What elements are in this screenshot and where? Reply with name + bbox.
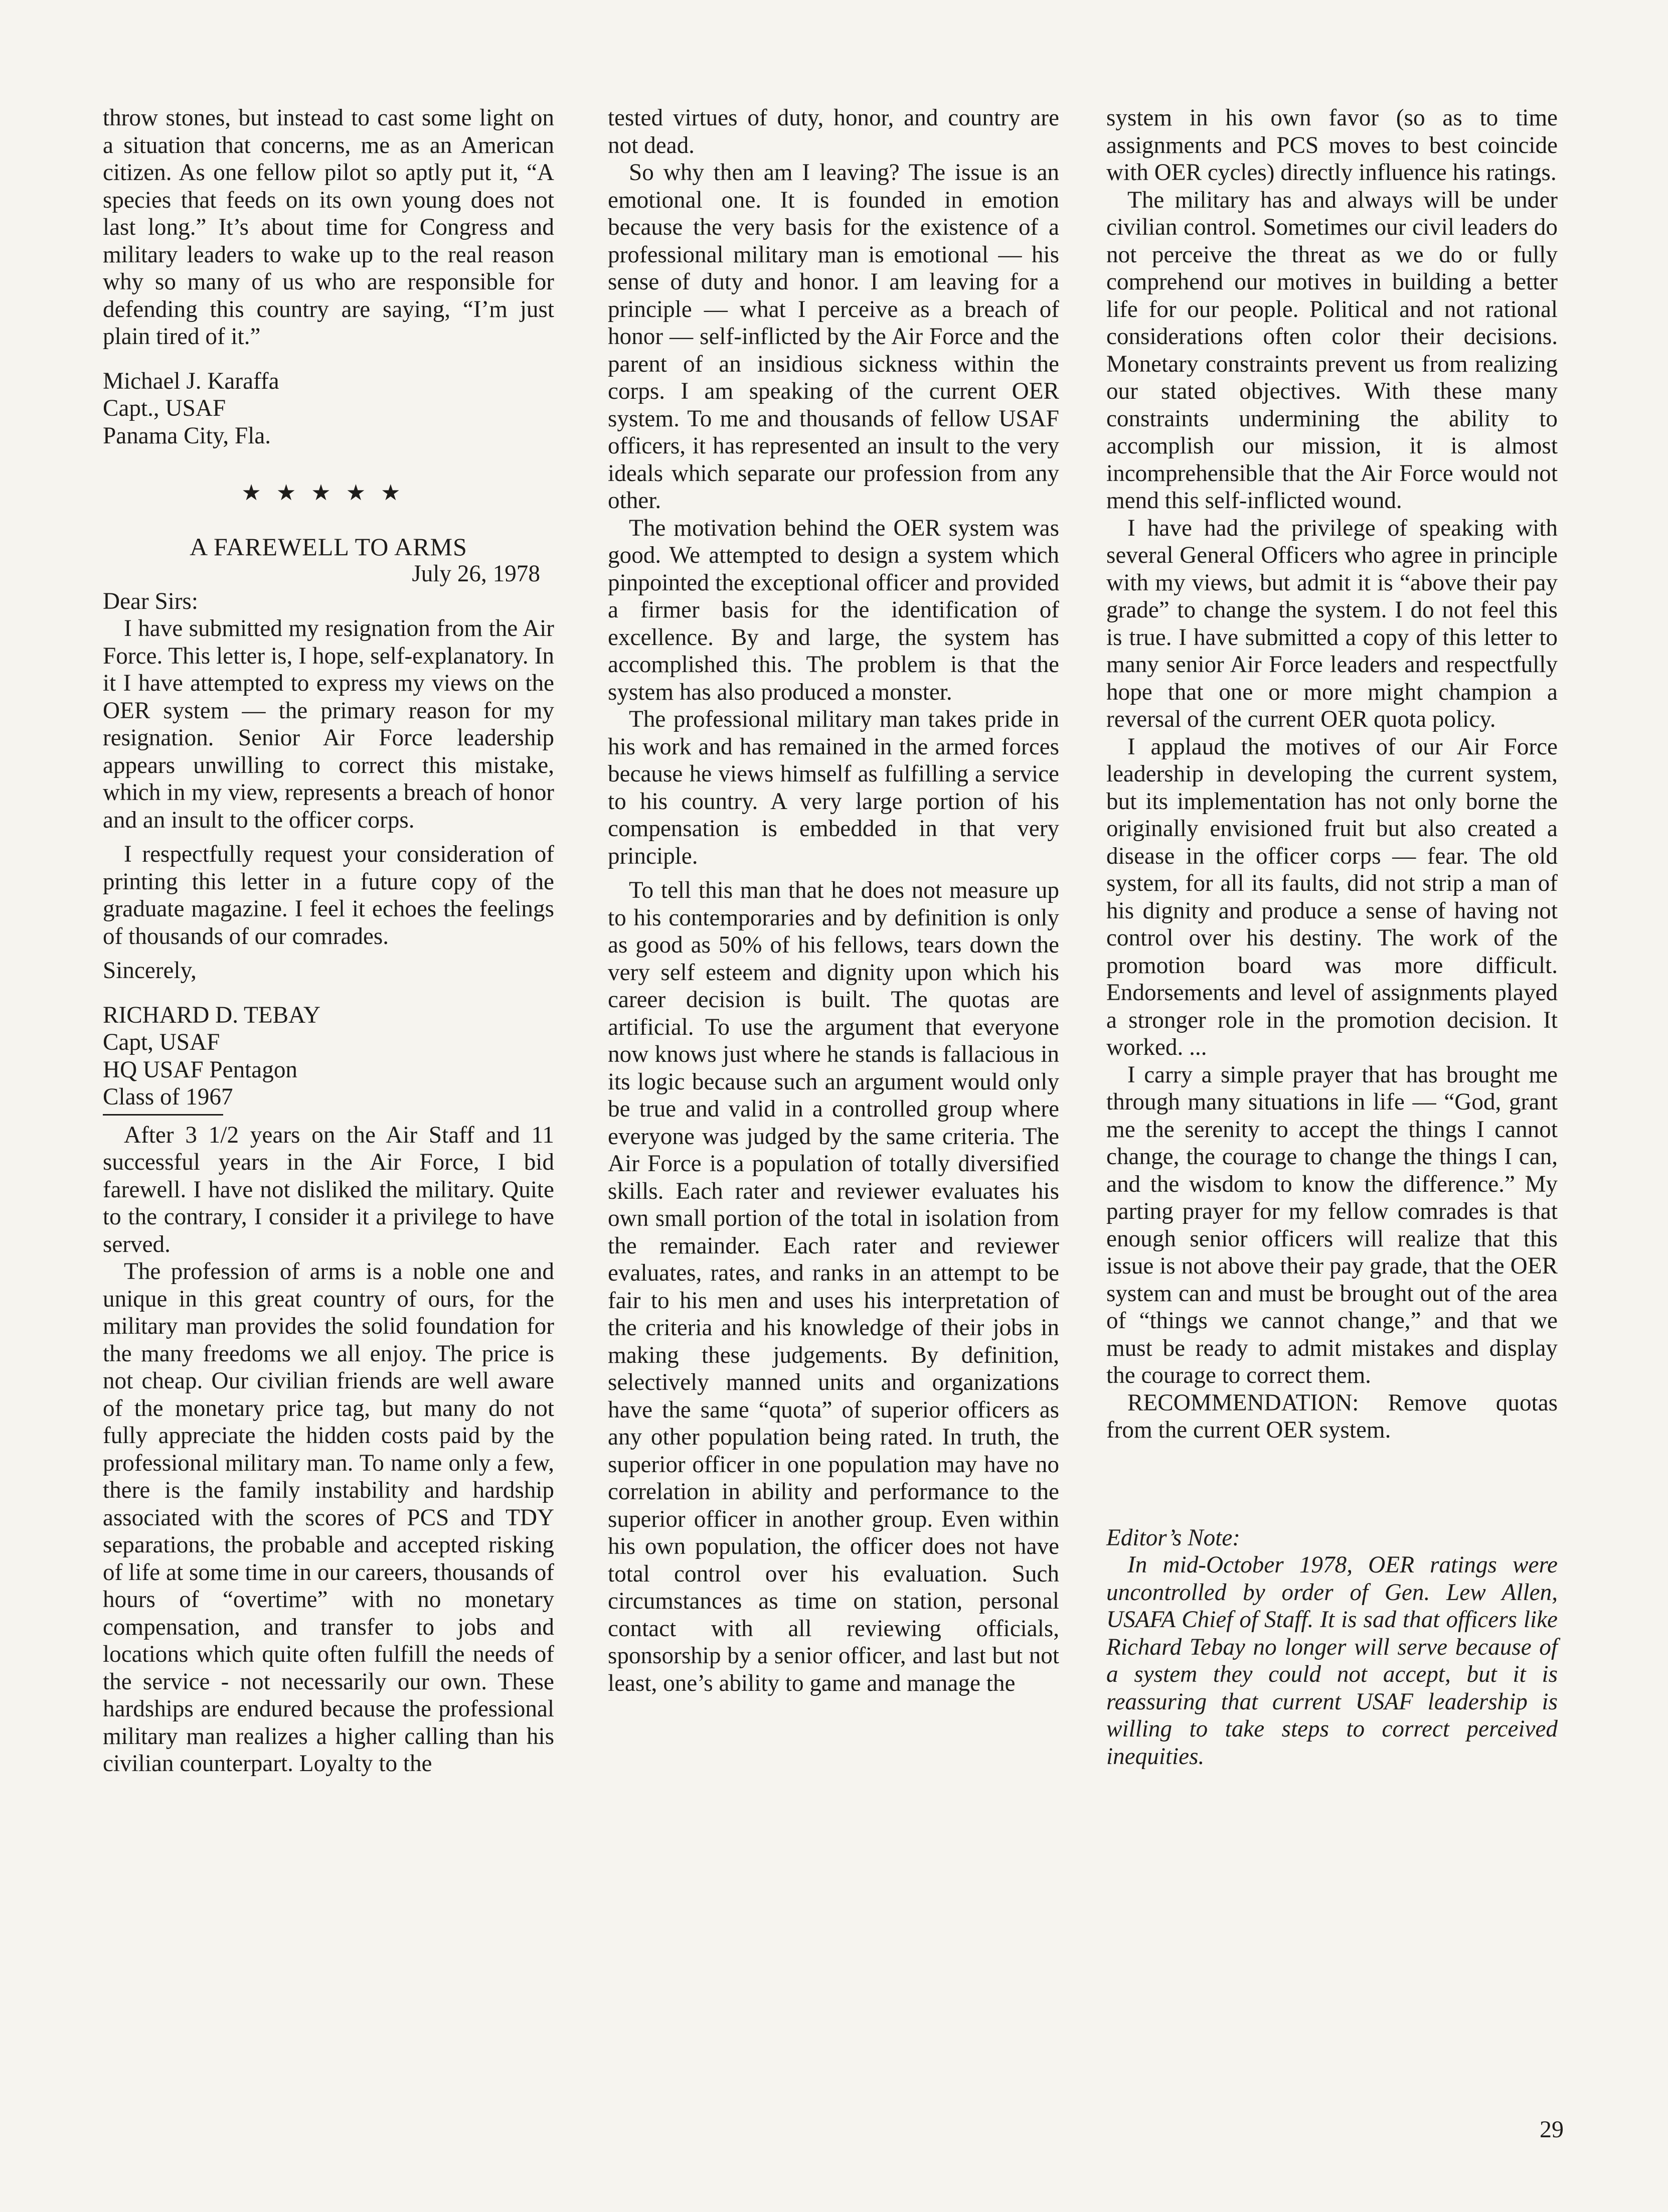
paragraph: I respectfully request your consideration of printing this letter in a future copy of the graduate magazine. I feel it echoes the feelings of thousands of our comrades.: [103, 841, 554, 950]
page-number: 29: [1540, 2116, 1564, 2143]
recommendation: RECOMMENDATION: Remove quotas from the current OER system.: [1106, 1389, 1558, 1443]
paragraph: system in his own favor (so as to time assignments and PCS moves to best coincide with OER cycles) directly influence his ratings.: [1106, 105, 1558, 186]
paragraph: tested virtues of duty, honor, and country are not dead.: [608, 105, 1059, 159]
editor-note-title: Editor’s Note:: [1106, 1524, 1240, 1551]
column-3: [1106, 104, 1558, 1770]
salutation: Dear Sirs:: [103, 588, 199, 614]
article-headline: A FAREWELL TO ARMS: [190, 532, 467, 561]
paragraph: I carry a simple prayer that has brought me through many situations in life — “God, grant me the serenity to accept the things I cannot change, the courage to change the things I can, and the wisdom to know the difference.” My parting prayer for my fellow comrades is that enough senior officers will realize that this issue is not above their pay grade, that the OER system can and must be brought out of the area of “things we cannot change,” and that we must be ready to admit mistakes and display the courage to correct them.: [1106, 1061, 1558, 1388]
signature-line: Capt, USAF: [103, 1029, 220, 1055]
signature-line: RICHARD D. TEBAY: [103, 1002, 320, 1028]
signature-line: Capt., USAF: [103, 395, 226, 421]
signature-rule: [103, 1114, 223, 1116]
column-1: [103, 104, 554, 1778]
paragraph: The motivation behind the OER system was good. We attempted to design a system which pinpointed the exceptional officer and provided a firmer basis for the identification of excellence. By and large, the system has accomplished this. The problem is that the system has also produced a monster.: [608, 515, 1059, 705]
signature-line: Class of 1967: [103, 1084, 233, 1110]
paragraph: The professional military man takes pride in his work and has remained in the armed forces because he views himself as fulfilling a service to his country. A very large portion of his compensation is embedded in that very principle.: [608, 706, 1059, 869]
paragraph: I have submitted my resignation from the Air Force. This letter is, I hope, self-explanatory. In it I have attempted to express my views on the OER system — the primary reason for my resignation. Senior Air Force leadership appears unwilling to correct this mistake, which in my view, represents a breach of honor and an insult to the officer corps.: [103, 615, 554, 833]
column-2: [608, 104, 1059, 1697]
paragraph: I applaud the motives of our Air Force leadership in developing the current system, but its implementation has not only borne the originally envisioned fruit but also created a disease in the officer corps — fear. The old system, for all its faults, did not strip a man of his dignity and produce a sense of having not control over his destiny. The work of the promotion board was more difficult. Endorsements and level of assignments played a stronger role in the promotion decision. It worked. ...: [1106, 733, 1558, 1060]
signature-line: Michael J. Karaffa: [103, 368, 279, 394]
paragraph: To tell this man that he does not measure up to his contemporaries and by definition is only as good as 50% of his fellows, tears down the very self esteem and dignity upon which his career decision is built. The quotas are artificial. To use the argument that everyone now knows just where he stands is fallacious in its logic because such an argument would only be true and valid in a controlled group where everyone was judged by the same criteria. The Air Force is a population of totally diversified skills. Each rater and reviewer evaluates his own small portion of the total in isolation from the remainder. Each rater and reviewer evaluates, rates, and ranks in an attempt to be fair to his men and uses his interpretation of the criteria and his knowledge of their jobs in making these judgements. By definition, selectively manned units and organizations have the same “quota” of superior officers as any other population being rated. In truth, the superior officer in one population may have no correlation in ability and performance to the superior officer in another group. Even within his own population, the officer does not have total control over his evaluation. Such circumstances as time on station, personal contact with all reviewing officials, sponsorship by a senior officer, and last but not least, one’s ability to game and manage the: [608, 877, 1059, 1696]
paragraph: So why then am I leaving? The issue is an emotional one. It is founded in emotion because the very basis for the existence of a professional military man is emotional — his sense of duty and honor. I am leaving for a principle — what I perceive as a breach of honor — self-inflicted by the Air Force and the parent of an insidious sickness within the corps. I am speaking of the current OER system. To me and thousands of fellow USAF officers, it has represented an insult to the very ideals which separate our profession from any other.: [608, 160, 1059, 514]
paragraph: The profession of arms is a noble one and unique in this great country of ours, for the military man provides the solid foundation for the many freedoms we all enjoy. The price is not cheap. Our civilian friends are well aware of the monetary price tag, but many do not fully appreciate the hidden costs paid by the professional military man. To name only a few, there is the family instability and hardship associated with the scores of PCS and TDY separations, the probable and accepted risking of life at some time in our careers, thousands of hours of “overtime” with no monetary compensation, and transfer to jobs and locations which quite often fulfill the needs of the service - not necessarily our own. These hardships are endured because the professional military man realizes a higher calling than his civilian counterpart. Loyalty to the: [103, 1258, 554, 1777]
paragraph: I have had the privilege of speaking with several General Officers who agree in principle with my views, but admit it is “above their pay grade” to change the system. I do not feel this is true. I have submitted a copy of this letter to many senior Air Force leaders and respectfully hope that one or more might champion a reversal of the current OER quota policy.: [1106, 515, 1558, 732]
paragraph: The military has and always will be under civilian control. Sometimes our civil leaders do not perceive the threat as we do or fully comprehend our motives in building a better life for our people. Political and not rational considerations often color their decisions. Monetary constraints prevent us from realizing our stated objectives. With these many constraints undermining the ability to accomplish our mission, it is almost incomprehensible that the Air Force would not mend this self-inflicted wound.: [1106, 187, 1558, 514]
letter-date: July 26, 1978: [412, 561, 540, 587]
paragraph: throw stones, but instead to cast some light on a situation that concerns, me as an American citizen. As one fellow pilot so aptly put it, “A species that feeds on its own young does not last long.” It’s about time for Congress and military leaders to wake up to the real reason why so many of us who are responsible for defending this country are saying, “I’m just plain tired of it.”: [103, 105, 554, 350]
paragraph: After 3 1/2 years on the Air Staff and 11 successful years in the Air Force, I bid farewell. I have not disliked the military. Quite to the contrary, I consider it a privilege to have served.: [103, 1122, 554, 1257]
section-divider-stars: ★★★★★: [241, 481, 416, 505]
closing: Sincerely,: [103, 958, 197, 984]
signature-line: Panama City, Fla.: [103, 422, 271, 449]
editor-note: In mid-October 1978, OER ratings were uncontrolled by order of Gen. Lew Allen, USAFA Chief of Staff. It is sad that officers like Richard Tebay no longer will serve because of a system they could not accept, but it is reassuring that current USAF leadership is willing to take steps to correct perceived inequities.: [1106, 1552, 1558, 1770]
signature-line: HQ USAF Pentagon: [103, 1056, 298, 1083]
